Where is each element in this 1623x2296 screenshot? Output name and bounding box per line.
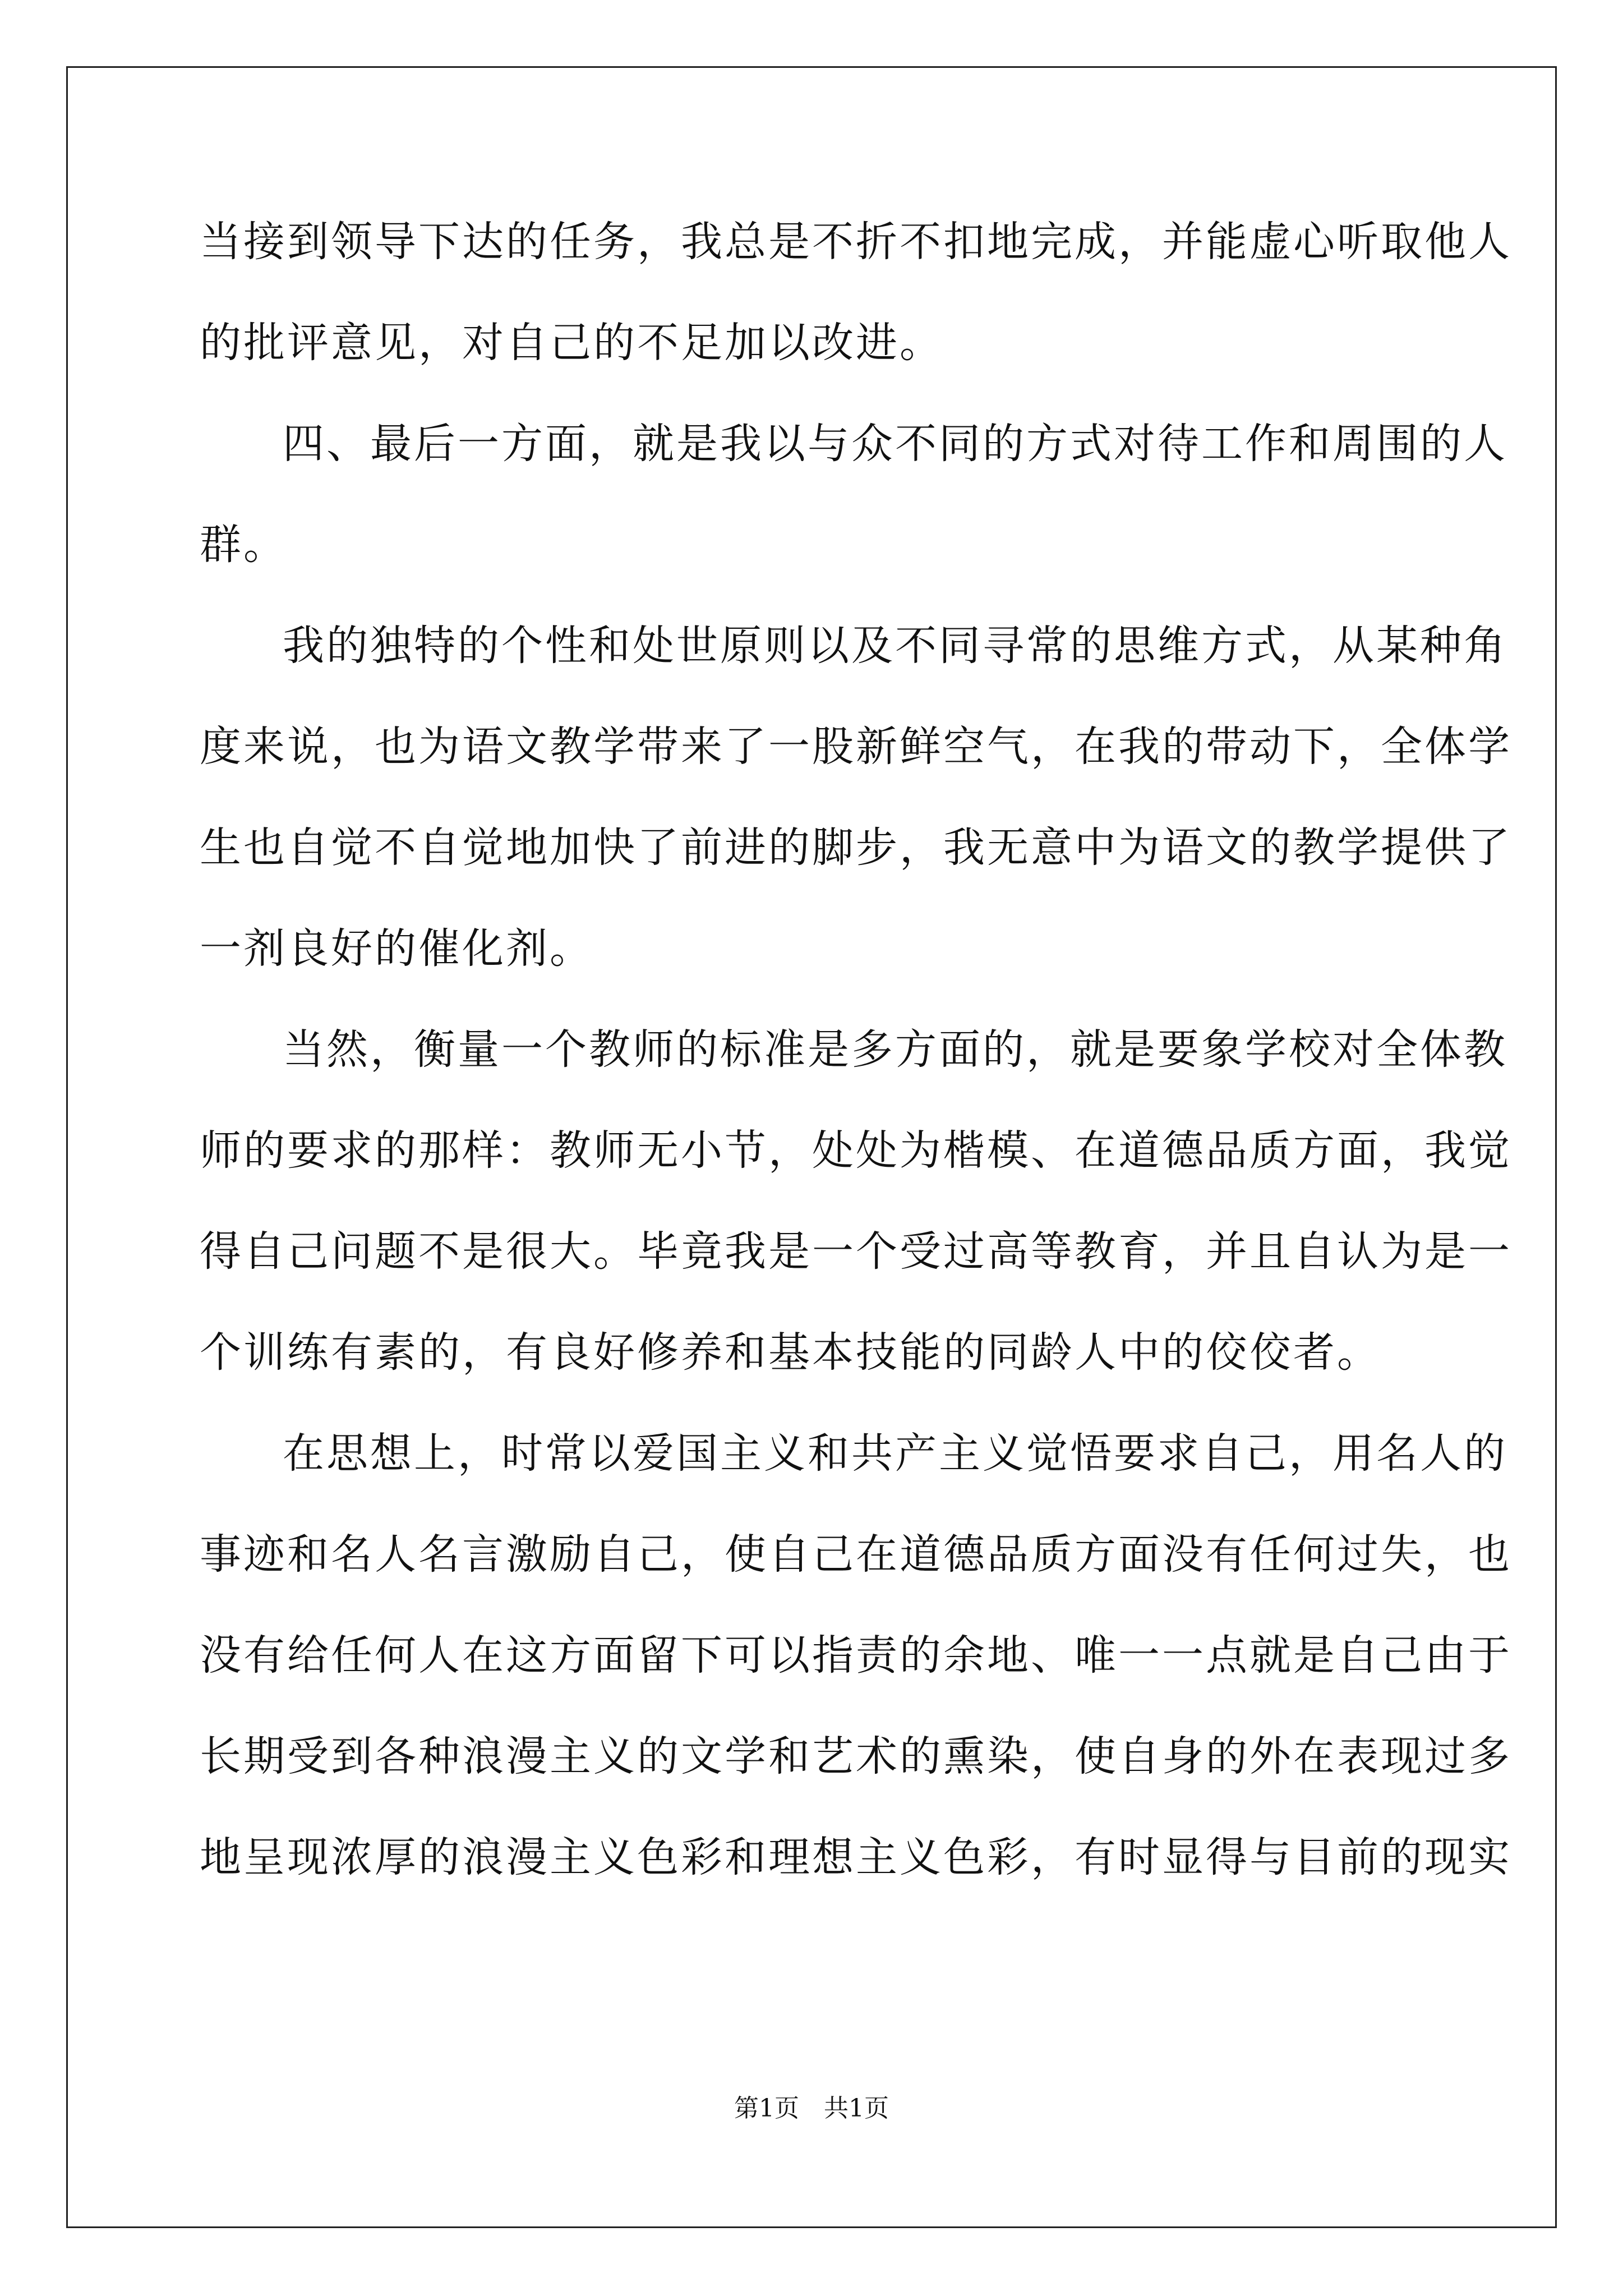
paragraph-first-line: 在思想上，时常以爱国主义和共产主义觉悟要求自己，用名人的: [283, 1429, 1507, 1478]
text-line: 事迹和名人名言激励自己，使自己在道德品质方面没有任何过失，也: [200, 1530, 1512, 1579]
text-line: 群。: [200, 521, 287, 569]
text-line: 长期受到各种浪漫主义的文学和艺术的熏染，使自身的外在表现过多: [200, 1732, 1512, 1780]
text-line: 师的要求的那样：教师无小节，处处为楷模、在道德品质方面，我觉: [200, 1126, 1512, 1175]
text-line: 的批评意见，对自己的不足加以改进。: [200, 319, 943, 367]
text-line: 度来说，也为语文教学带来了一股新鲜空气，在我的带动下，全体学: [200, 723, 1512, 771]
paragraph-first-line: 我的独特的个性和处世原则以及不同寻常的思维方式，从某种角: [283, 622, 1507, 670]
text-line: 得自己问题不是很大。毕竟我是一个受过高等教育，并且自认为是一: [200, 1227, 1512, 1276]
text-line: 地呈现浓厚的浪漫主义色彩和理想主义色彩，有时显得与目前的现实: [200, 1833, 1512, 1881]
text-line: 没有给任何人在这方面留下可以指责的余地、唯一一点就是自己由于: [200, 1631, 1512, 1680]
page-number-footer: 第1页 共1页: [734, 2094, 889, 2123]
text-line: 当接到领导下达的任务，我总是不折不扣地完成，并能虚心听取他人: [200, 218, 1512, 266]
text-line: 个训练有素的，有良好修养和基本技能的同龄人中的佼佼者。: [200, 1328, 1381, 1377]
text-line: 生也自觉不自觉地加快了前进的脚步，我无意中为语文的教学提供了: [200, 823, 1512, 872]
paragraph-first-line: 四、最后一方面，就是我以与众不同的方式对待工作和周围的人: [283, 420, 1507, 468]
text-line: 一剂良好的催化剂。: [200, 924, 593, 973]
paragraph-first-line: 当然，衡量一个教师的标准是多方面的，就是要象学校对全体教: [283, 1025, 1507, 1074]
